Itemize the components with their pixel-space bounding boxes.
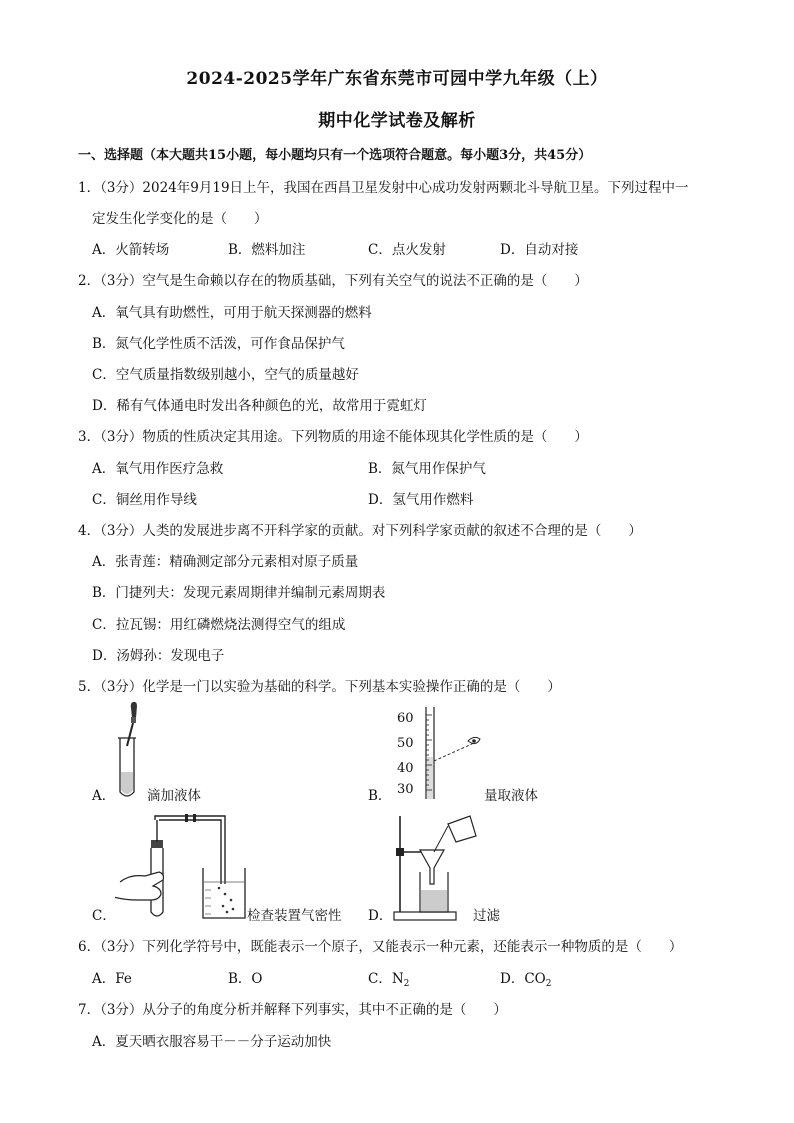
cylinder-tick-60: 60 — [397, 711, 414, 726]
question-1-option-b[interactable]: B．燃料加注 — [228, 242, 306, 258]
section-header: 一、选择题（本大题共15小题，每小题均只有一个选项符合题意。每小题3分，共45分） — [78, 148, 592, 163]
question-1-option-a[interactable]: A．火箭转场 — [92, 242, 170, 258]
question-6-option-c[interactable] — [368, 970, 409, 993]
question-5-option-d[interactable]: D． — [368, 908, 393, 924]
question-3-option-d[interactable]: D．氢气用作燃料 — [368, 492, 474, 508]
option-d-formula: D．CO — [500, 971, 546, 987]
question-2-option-c[interactable]: C．空气质量指数级别越小，空气的质量越好 — [92, 367, 359, 383]
document-title-line2: 期中化学试卷及解析 — [318, 111, 476, 131]
option-c-formula: C．N — [368, 971, 404, 987]
cylinder-tick-40: 40 — [397, 761, 414, 776]
question-5-caption-c: 检查装置气密性 — [247, 908, 342, 924]
cylinder-tick-30: 30 — [397, 782, 414, 797]
question-3-stem: 3．（3分）物质的性质决定其用途。下列物质的用途不能体现其化学性质的是（ ） — [78, 429, 588, 445]
question-1-option-c[interactable]: C．点火发射 — [368, 242, 446, 258]
document-title-line1: 2024-2025学年广东省东莞市可园中学九年级（上） — [186, 69, 608, 89]
question-5-caption-b: 量取液体 — [484, 788, 538, 804]
question-5-option-b[interactable]: B． — [368, 788, 392, 804]
question-7-option-a[interactable]: A．夏天晒衣服容易干－－分子运动加快 — [92, 1034, 332, 1050]
question-2-stem: 2．（3分）空气是生命赖以存在的物质基础，下列有关空气的说法不正确的是（ ） — [78, 273, 588, 289]
question-6-option-b[interactable]: B．O — [228, 971, 263, 987]
question-4-stem: 4．（3分）人类的发展进步离不开科学家的贡献。对下列科学家贡献的叙述不合理的是（ ） — [78, 523, 642, 539]
question-2-option-d[interactable]: D．稀有气体通电时发出各种颜色的光，故常用于霓虹灯 — [92, 398, 427, 414]
question-5-caption-a: 滴加液体 — [147, 788, 201, 804]
question-4-option-c[interactable]: C．拉瓦锡：用红磷燃烧法测得空气的组成 — [92, 617, 346, 633]
question-3-option-b[interactable]: B．氮气用作保护气 — [368, 461, 486, 477]
question-1-option-d[interactable]: D．自动对接 — [500, 242, 579, 258]
question-5-option-c[interactable]: C． — [92, 908, 116, 924]
question-1-stem: 1．（3分）2024年9月19日上午，我国在西昌卫星发射中心成功发射两颗北斗导航卫星。下列过程中一 — [78, 180, 689, 196]
question-2-option-a[interactable]: A．氧气具有助燃性，可用于航天探测器的燃料 — [92, 305, 372, 321]
question-5-caption-d: 过滤 — [473, 908, 500, 924]
question-3-option-a[interactable]: A．氧气用作医疗急救 — [92, 461, 224, 477]
cylinder-tick-50: 50 — [397, 736, 414, 751]
option-d-subscript: 2 — [545, 979, 552, 989]
question-3-option-c[interactable]: C．铜丝用作导线 — [92, 492, 197, 508]
question-4-option-d[interactable]: D．汤姆孙：发现电子 — [92, 648, 225, 664]
filtration-figure — [390, 812, 480, 924]
question-4-option-b[interactable]: B．门捷列夫：发现元素周期律并编制元素周期表 — [92, 585, 386, 601]
question-1-stem-cont: 定发生化学变化的是（ ） — [92, 211, 268, 227]
question-2-option-b[interactable]: B．氮气化学性质不活泼，可作食品保护气 — [92, 336, 345, 352]
question-5-option-a[interactable]: A． — [92, 788, 116, 804]
question-6-option-d[interactable] — [500, 970, 551, 993]
question-5-stem: 5．（3分）化学是一门以实验为基础的科学。下列基本实验操作正确的是（ ） — [78, 679, 561, 695]
question-6-stem: 6．（3分）下列化学符号中，既能表示一个原子，又能表示一种元素，还能表示一种物质的是（ ） — [78, 939, 683, 955]
question-6-option-a[interactable]: A．Fe — [92, 971, 132, 987]
question-7-stem: 7．（3分）从分子的角度分析并解释下列事实，其中不正确的是（ ） — [78, 1002, 507, 1018]
question-4-option-a[interactable]: A．张青莲：精确测定部分元素相对原子质量 — [92, 554, 359, 570]
option-c-subscript: 2 — [403, 979, 410, 989]
airtightness-check-figure — [115, 812, 255, 924]
dropper-test-tube-figure — [110, 700, 160, 800]
